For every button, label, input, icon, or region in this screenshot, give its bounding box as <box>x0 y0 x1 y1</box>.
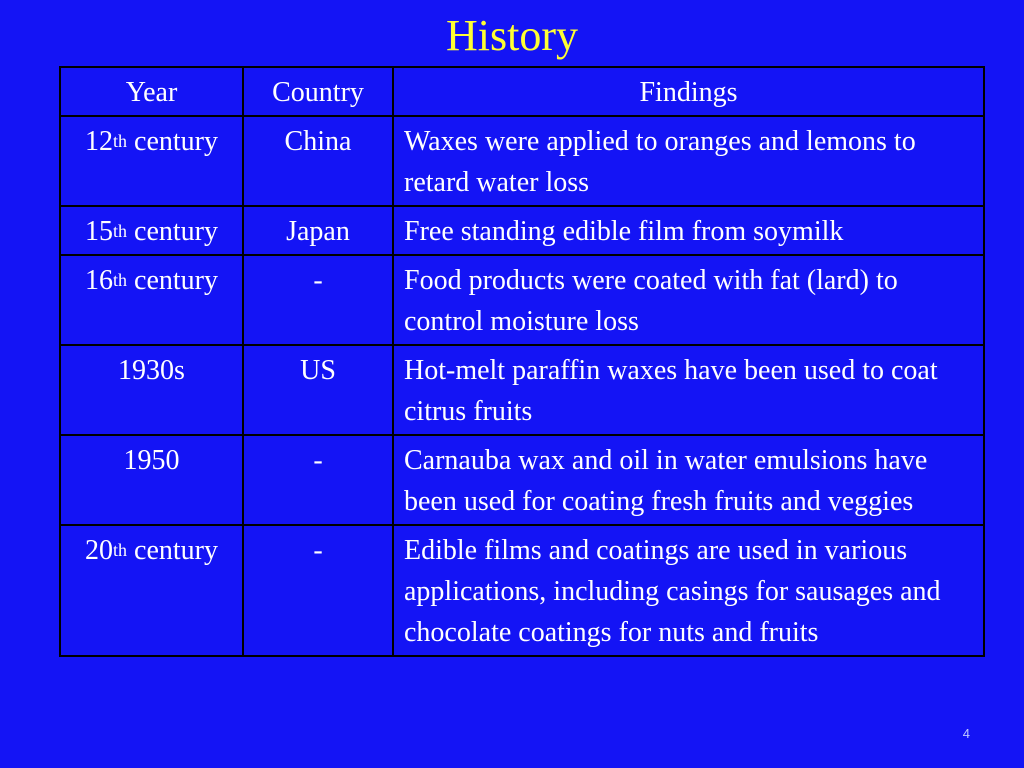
year-cell <box>60 255 243 345</box>
table-row <box>60 525 984 656</box>
header-findings: Findings <box>393 67 984 116</box>
findings-cell: Carnauba wax and oil in water emulsions have been used for coating fresh fruits and veggies <box>393 435 984 525</box>
year-number: 20 <box>85 535 113 566</box>
country-cell: US <box>243 345 393 435</box>
findings-cell: Food products were coated with fat (lard) to control moisture loss <box>393 255 984 345</box>
year-ordinal: th <box>113 540 128 560</box>
year-number: 16 <box>85 265 113 296</box>
year-ordinal: th <box>113 221 128 241</box>
country-cell: China <box>243 116 393 206</box>
year-ordinal: th <box>113 270 128 290</box>
findings-cell: Waxes were applied to oranges and lemons to retard water loss <box>393 116 984 206</box>
table-row <box>60 255 984 345</box>
year-cell <box>60 206 243 255</box>
year-suffix: century <box>127 535 218 566</box>
header-country: Country <box>243 67 393 116</box>
table-row <box>60 116 984 206</box>
history-table <box>59 66 985 657</box>
country-cell: - <box>243 525 393 656</box>
slide-title: History <box>446 11 578 60</box>
header-year: Year <box>60 67 243 116</box>
year-cell <box>60 525 243 656</box>
table-row <box>60 206 984 255</box>
findings-cell: Free standing edible film from soymilk <box>393 206 984 255</box>
year-cell <box>60 116 243 206</box>
country-cell: - <box>243 255 393 345</box>
year-suffix: century <box>127 216 218 247</box>
year-suffix: century <box>127 126 218 157</box>
year-suffix: century <box>127 265 218 296</box>
year-number: 1950 <box>123 445 180 476</box>
table-row <box>60 345 984 435</box>
year-ordinal: th <box>113 131 128 151</box>
findings-cell: Edible films and coatings are used in various applications, including casings for sausages and chocolate coatings for nuts and fruits <box>393 525 984 656</box>
findings-cell: Hot-melt paraffin waxes have been used to coat citrus fruits <box>393 345 984 435</box>
table-row <box>60 435 984 525</box>
year-cell <box>60 435 243 525</box>
page-number: 4 <box>962 726 970 741</box>
country-cell: Japan <box>243 206 393 255</box>
year-cell <box>60 345 243 435</box>
country-cell: - <box>243 435 393 525</box>
year-number: 15 <box>85 216 113 247</box>
table-header-row <box>60 67 984 116</box>
year-number: 1930s <box>118 355 185 386</box>
year-number: 12 <box>85 126 113 157</box>
